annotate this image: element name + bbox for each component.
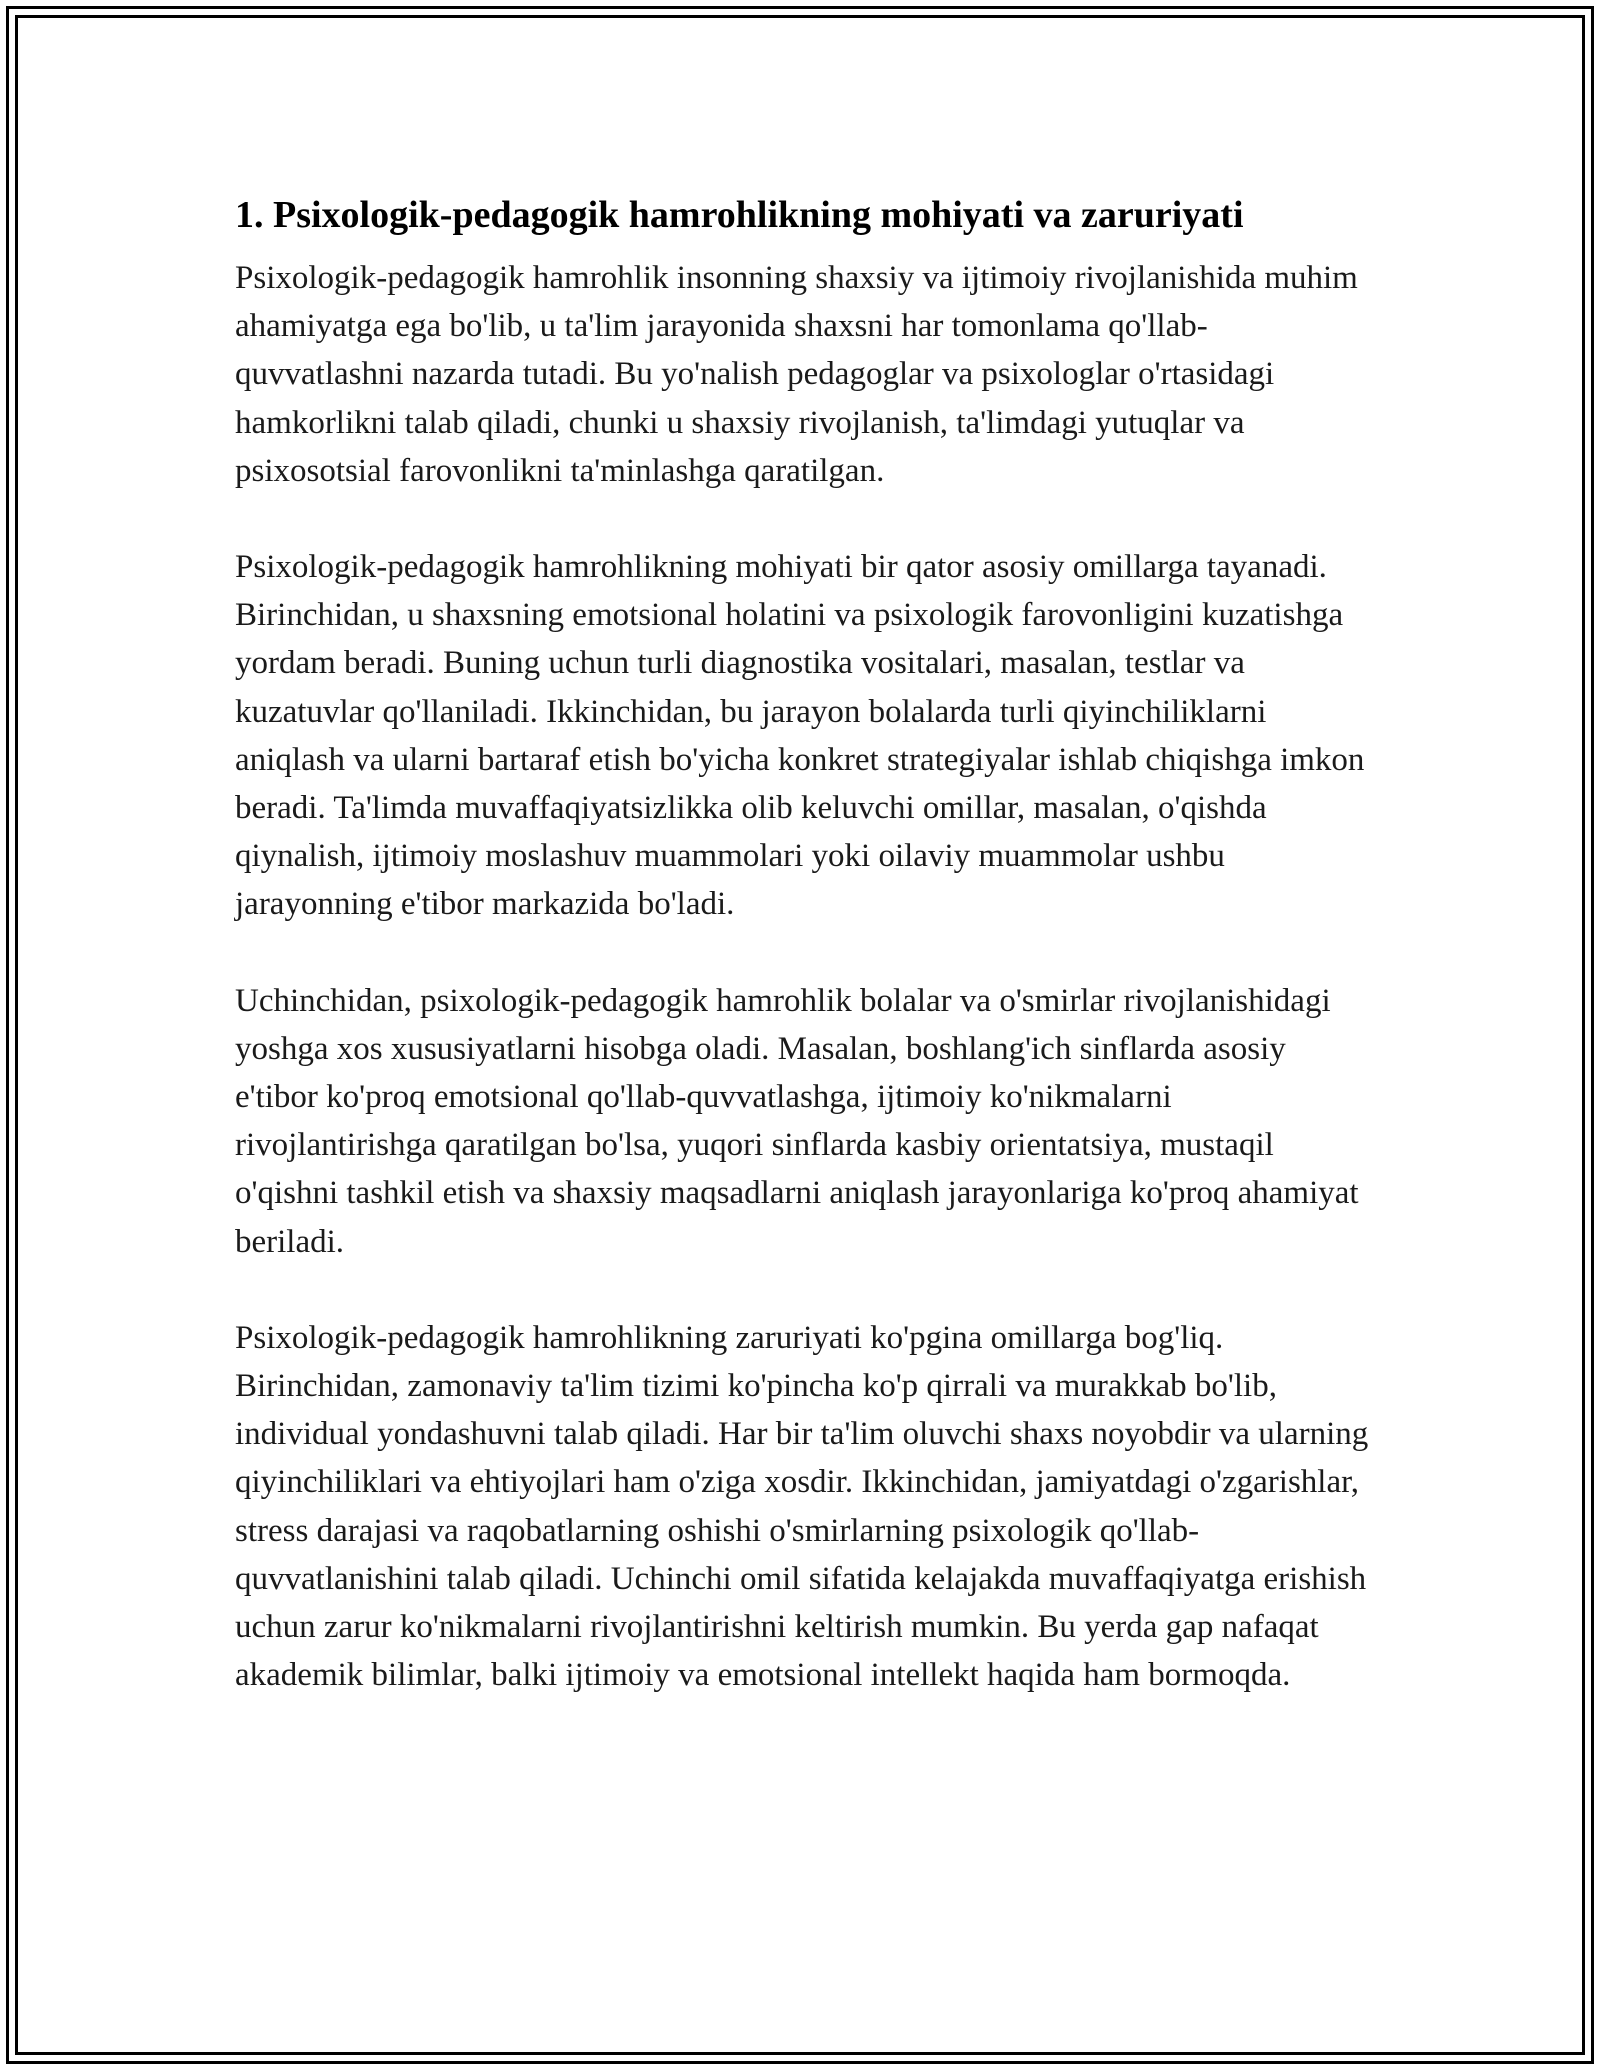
- document-body: [235, 184, 1375, 1747]
- paragraph-3: Uchinchidan, psixologik-pedagogik hamrohlik bolalar va o'smirlar rivojlanishidagi yoshga xos xususiyatlarni hisobga oladi. Masalan, boshlang'ich sinflarda asosiy e'tibor ko'proq emotsional qo'llab-quvvatlashga, ijtimoiy ko'nikmalarni rivojlantirishga qaratilgan bo'lsa, yuqori sinflarda kasbiy orientatsiya, mustaqil o'qishni tashkil etish va shaxsiy maqsadlarni aniqlash jarayonlariga ko'proq ahamiyat beriladi.: [235, 982, 1359, 1260]
- paragraph-4: Psixologik-pedagogik hamrohlikning zaruriyati ko'pgina omillarga bog'liq. Birinchidan, zamonaviy ta'lim tizimi ko'pincha ko'p qirrali va murakkab bo'lib, individual yondashuvni talab qiladi. Har bir ta'lim oluvchi shaxs noyobdir va ularning qiyinchiliklari va ehtiyojlari ham o'ziga xosdir. Ikkinchidan, jamiyatdagi o'zgarishlar, stress darajasi va raqobatlarning oshishi o'smirlarning psixologik qo'llab-quvvatlanishini talab qiladi. Uchinchi omil sifatida kelajakda muvaffaqiyatga erishish uchun zarur ko'nikmalarni rivojlantirishni keltirish mumkin. Bu yerda gap nafaqat akademik bilimlar, balki ijtimoiy va emotsional intellekt haqida ham bormoqda.: [235, 1319, 1369, 1694]
- paragraph-1: Psixologik-pedagogik hamrohlik insonning shaxsiy va ijtimoiy rivojlanishida muhim ahamiyatga ega bo'lib, u ta'lim jarayonida shaxsni har tomonlama qo'llab-quvvatlashni nazarda tutadi. Bu yo'nalish pedagoglar va psixologlar o'rtasidagi hamkorlikni talab qiladi, chunki u shaxsiy rivojlanish, ta'limdagi yutuqlar va psixosotsial farovonlikni ta'minlashga qaratilgan.: [235, 260, 1358, 489]
- section-heading: 1. Psixologik-pedagogik hamrohlikning mohiyati va zaruriyati: [235, 194, 1244, 236]
- paragraph-2: Psixologik-pedagogik hamrohlikning mohiyati bir qator asosiy omillarga tayanadi. Birinchidan, u shaxsning emotsional holatini va psixologik farovonligini kuzatishga yordam beradi. Buning uchun turli diagnostika vositalari, masalan, testlar va kuzatuvlar qo'llaniladi. Ikkinchidan, bu jarayon bolalarda turli qiyinchiliklarni aniqlash va ularni bartaraf etish bo'yicha konkret strategiyalar ishlab chiqishga imkon beradi. Ta'limda muvaffaqiyatsizlikka olib keluvchi omillar, masalan, o'qishda qiynalish, ijtimoiy moslashuv muammolari yoki oilaviy muammolar ushbu jarayonning e'tibor markazida bo'ladi.: [235, 549, 1365, 923]
